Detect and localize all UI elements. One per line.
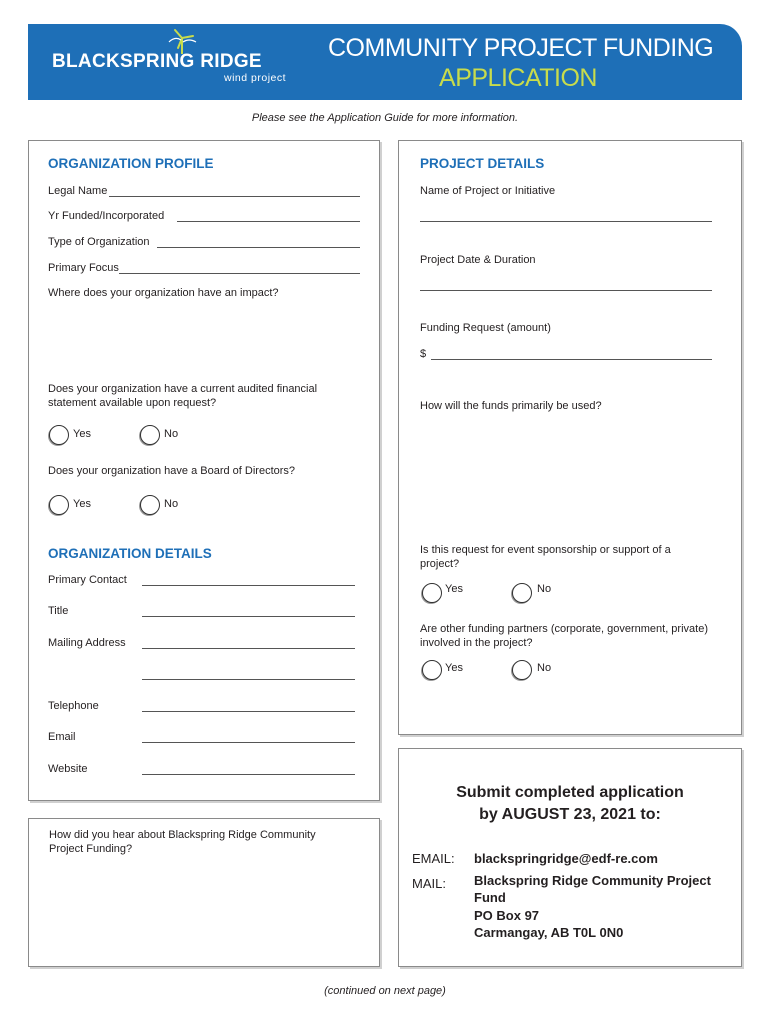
primary-contact-field[interactable] bbox=[142, 585, 355, 586]
project-date-label: Project Date & Duration bbox=[420, 254, 536, 266]
telephone-field[interactable] bbox=[142, 711, 355, 712]
funding-request-label: Funding Request (amount) bbox=[420, 322, 551, 334]
org-type-field[interactable] bbox=[157, 247, 360, 248]
audited-question: Does your organization have a current audited financial statement available upon request? bbox=[48, 383, 318, 409]
email-key: EMAIL: bbox=[412, 851, 455, 866]
yr-funded-label: Yr Funded/Incorporated bbox=[48, 210, 165, 222]
partners-no-radio[interactable] bbox=[512, 660, 532, 680]
header-banner bbox=[28, 24, 742, 100]
primary-contact-label: Primary Contact bbox=[48, 574, 127, 586]
primary-focus-label: Primary Focus bbox=[48, 262, 119, 274]
legal-name-field[interactable] bbox=[109, 196, 360, 197]
board-no-label: No bbox=[164, 498, 179, 510]
org-details-heading: ORGANIZATION DETAILS bbox=[48, 546, 212, 561]
org-profile-heading: ORGANIZATION PROFILE bbox=[48, 156, 214, 171]
page-title-line1: COMMUNITY PROJECT FUNDING bbox=[328, 34, 714, 62]
continued-note: (continued on next page) bbox=[324, 985, 446, 997]
hear-about-question: How did you hear about Blackspring Ridge Community Project Funding? bbox=[49, 829, 316, 855]
primary-focus-field[interactable] bbox=[119, 273, 360, 274]
org-type-label: Type of Organization bbox=[48, 236, 150, 248]
website-field[interactable] bbox=[142, 774, 355, 775]
audited-yes-radio[interactable] bbox=[49, 425, 69, 445]
dollar-sign: $ bbox=[420, 348, 427, 360]
funds-use-question: How will the funds primarily be used? bbox=[420, 400, 602, 412]
sponsorship-question: Is this request for event sponsorship or support of a project? bbox=[420, 544, 671, 570]
mailing-address-field-1[interactable] bbox=[142, 648, 355, 649]
sponsorship-no-radio[interactable] bbox=[512, 583, 532, 603]
logo-text: BLACKSPRING RIDGE bbox=[52, 51, 262, 72]
telephone-label: Telephone bbox=[48, 700, 99, 712]
mailing-address-field-2[interactable] bbox=[142, 679, 355, 680]
board-question: Does your organization have a Board of Directors? bbox=[48, 465, 296, 477]
legal-name-label: Legal Name bbox=[48, 185, 108, 197]
audited-no-label: No bbox=[164, 428, 179, 440]
partners-no-label: No bbox=[537, 662, 552, 674]
audited-yes-label: Yes bbox=[73, 428, 91, 440]
board-yes-radio[interactable] bbox=[49, 495, 69, 515]
email-label: Email bbox=[48, 731, 76, 743]
email-field[interactable] bbox=[142, 742, 355, 743]
board-yes-label: Yes bbox=[73, 498, 91, 510]
mail-address-line2: PO Box 97 bbox=[474, 908, 540, 923]
impact-question: Where does your organization have an impact? bbox=[48, 287, 279, 299]
project-name-label: Name of Project or Initiative bbox=[420, 185, 556, 197]
mail-key: MAIL: bbox=[412, 876, 446, 891]
sponsorship-yes-radio[interactable] bbox=[422, 583, 442, 603]
submit-email-link[interactable]: blackspringridge@edf-re.com bbox=[474, 851, 658, 866]
partners-yes-radio[interactable] bbox=[422, 660, 442, 680]
page-title-line2: APPLICATION bbox=[439, 64, 597, 92]
sponsorship-no-label: No bbox=[537, 583, 552, 595]
mailing-address-label: Mailing Address bbox=[48, 637, 126, 649]
partners-yes-label: Yes bbox=[445, 662, 463, 674]
title-field[interactable] bbox=[142, 616, 355, 617]
project-date-field[interactable] bbox=[420, 290, 712, 291]
funding-amount-field[interactable] bbox=[431, 359, 712, 360]
project-details-panel bbox=[398, 140, 742, 735]
mail-address-line3: Carmangay, AB T0L 0N0 bbox=[474, 925, 624, 940]
mail-address-line1: Blackspring Ridge Community Project Fund bbox=[474, 873, 711, 905]
partners-question: Are other funding partners (corporate, government, private) involved in the project? bbox=[420, 623, 708, 649]
organization-panel bbox=[28, 140, 380, 801]
website-label: Website bbox=[48, 763, 88, 775]
submit-panel bbox=[398, 748, 742, 967]
guide-note: Please see the Application Guide for more information. bbox=[251, 112, 519, 124]
audited-no-radio[interactable] bbox=[140, 425, 160, 445]
logo-subtext: wind project bbox=[224, 72, 287, 84]
project-details-heading: PROJECT DETAILS bbox=[420, 156, 545, 171]
submit-title-line2: by AUGUST 23, 2021 to: bbox=[479, 806, 661, 823]
title-label: Title bbox=[48, 605, 69, 617]
hear-about-panel bbox=[28, 818, 380, 967]
board-no-radio[interactable] bbox=[140, 495, 160, 515]
project-name-field[interactable] bbox=[420, 221, 712, 222]
yr-funded-field[interactable] bbox=[177, 221, 360, 222]
submit-title-line1: Submit completed application bbox=[456, 784, 684, 801]
sponsorship-yes-label: Yes bbox=[445, 583, 463, 595]
